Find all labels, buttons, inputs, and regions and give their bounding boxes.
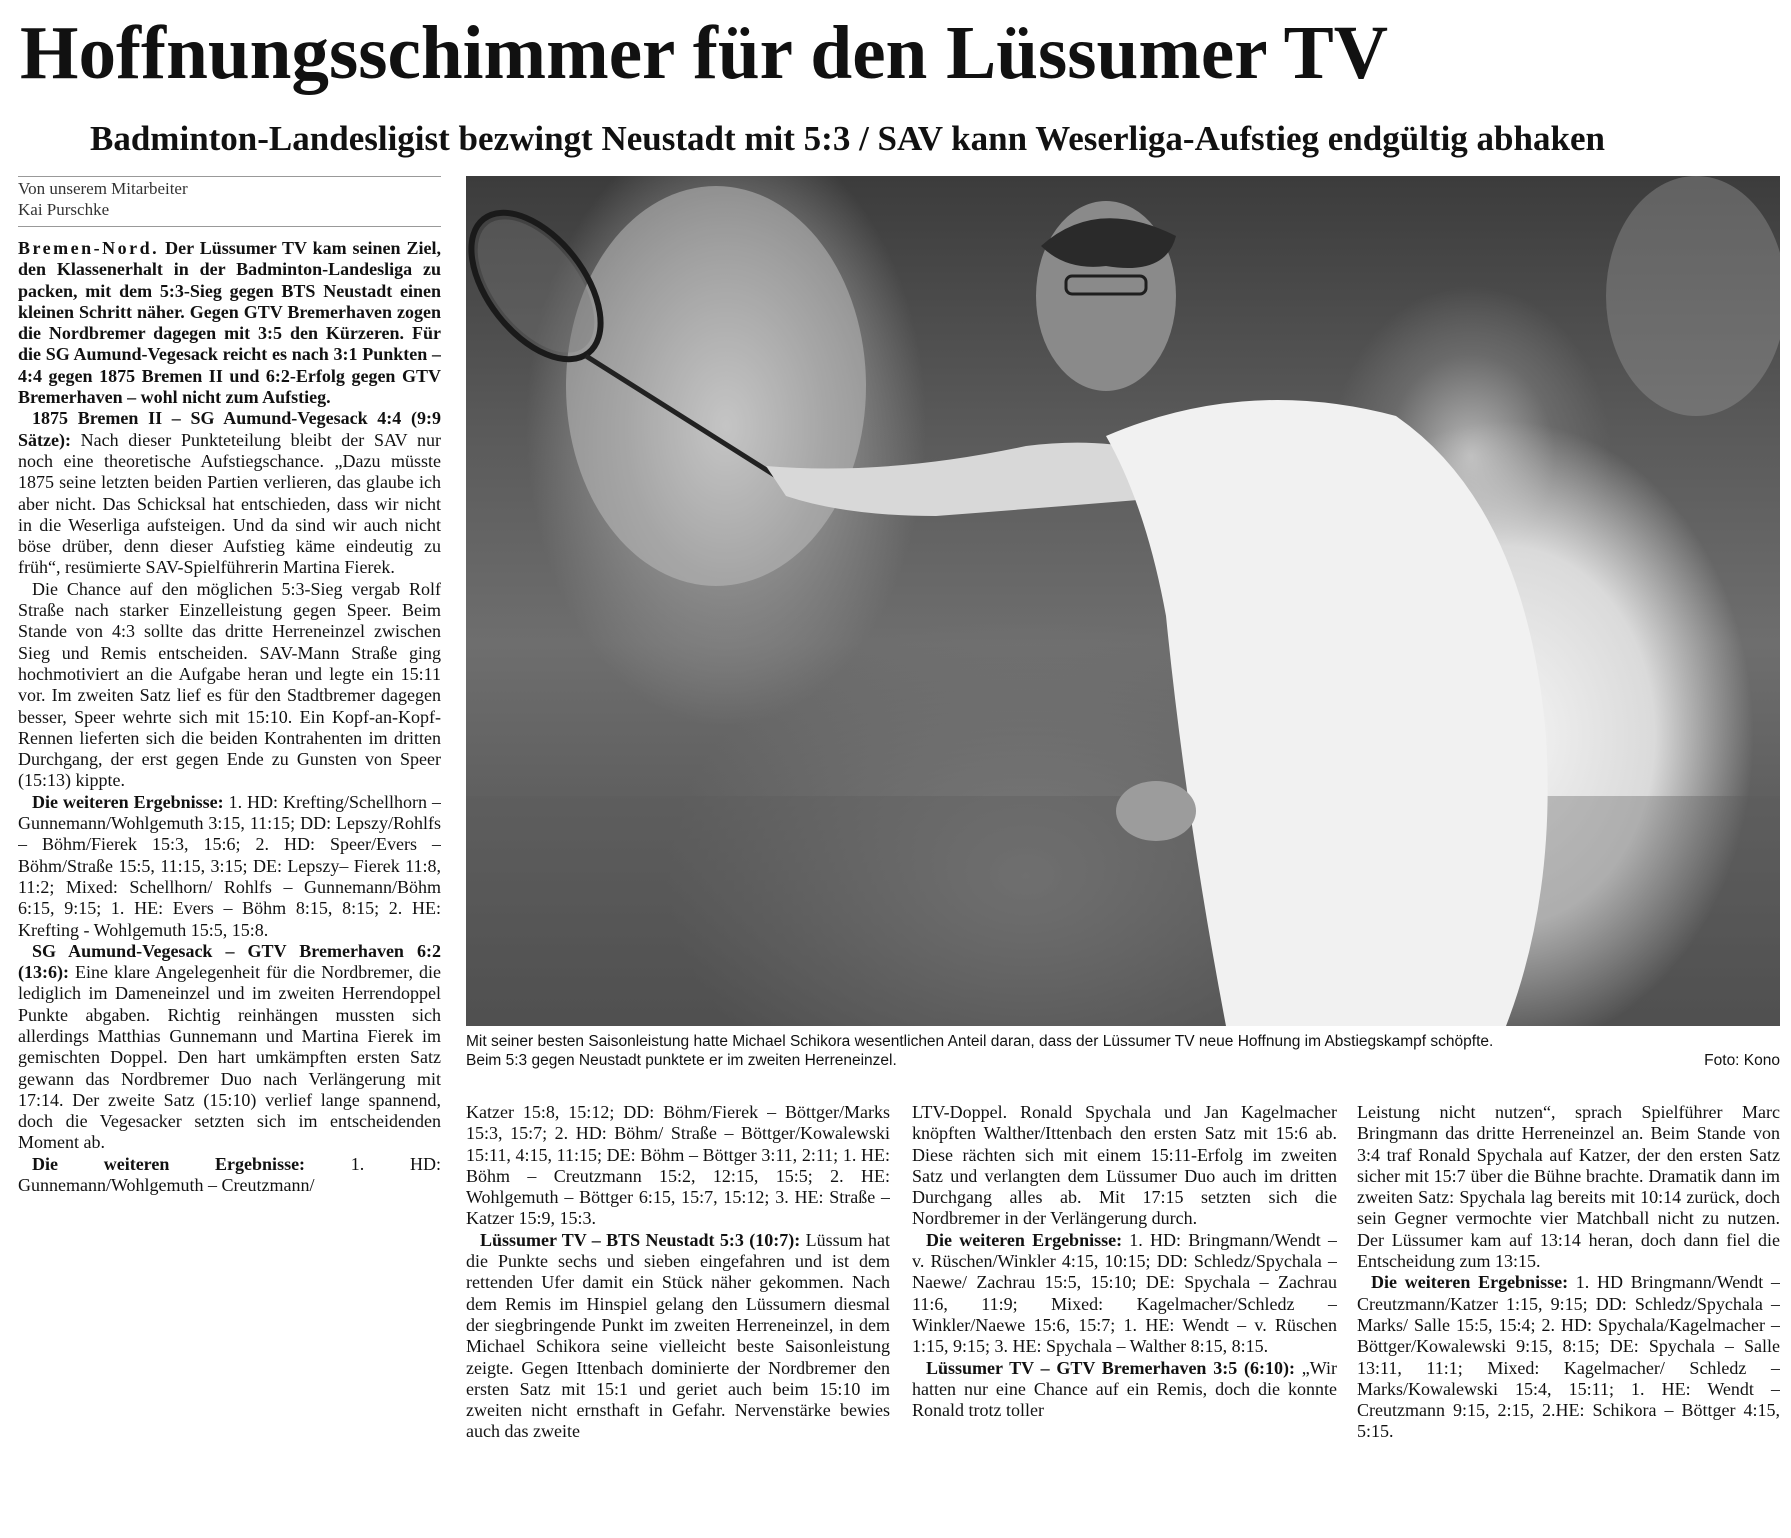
paragraph-text: 1. HD: Gunnemann/Wohlgemuth – Creutzmann/ <box>18 1153 441 1196</box>
byline-line-1: Von unserem Mitarbeiter <box>18 179 188 198</box>
section-head: SG Aumund-Vegesack – GTV Bremerhaven 6:2 (13:6): <box>18 940 441 983</box>
dateline: Bremen-Nord. <box>18 238 160 258</box>
paragraph <box>466 1230 890 1443</box>
paragraph <box>1357 1272 1780 1442</box>
caption-line-1: Mit seiner besten Saisonleistung hatte Michael Schikora wesentlichen Anteil daran, dass der Lüssumer TV neue Hoffnung im Abstiegskampf schöpfte. <box>466 1033 1494 1050</box>
column-1 <box>18 238 441 1538</box>
lead-paragraph <box>18 238 441 408</box>
paragraph: Katzer 15:8, 15:12; DD: Böhm/Fierek – Böttger/Marks 15:3, 15:7; 2. HD: Böhm/ Straße – Böttger/Kowalewski 15:11, 4:15, 11:15; DE: Böhm – Böttger 3:11, 2:11; 1. HE: Böhm – Creutzmann 15:2, 12:15, 15:5; 2. HE: Wohlgemuth – Böttger 6:15, 15:7, 15:12; 3. HE: Straße – Katzer 15:9, 15:3. <box>466 1102 890 1229</box>
article-headline: Hoffnungsschimmer für den Lüssumer TV <box>20 11 1389 95</box>
photo-illustration <box>466 176 1780 1026</box>
byline-top-rule <box>18 176 441 177</box>
paragraph-text: Eine klare Angelegenheit für die Nordbremer, die lediglich im Dameneinzel und im zweiten Herrendoppel Punkte abgaben. Richtig reinhängen mussten sich allerdings Matthias Gunnemann und Martina Fierek im gemischten Doppel. Den hart umkämpften ersten Satz gewann das Nordbremer Duo nach Verlängerung mit 17:14. Der zweite Satz (15:10) verlief lange spannend, doch die Vegesacker setzten sich im entscheidenden Moment ab. <box>18 962 441 1153</box>
section-head: Die weiteren Ergebnisse: <box>926 1229 1123 1250</box>
paragraph <box>18 408 441 578</box>
article-subheadline: Badminton-Landesligist bezwingt Neustadt mit 5:3 / SAV kann Weserliga-Aufstieg endgültig abhaken <box>90 119 1605 158</box>
paragraph <box>912 1358 1337 1422</box>
section-head: Die weiteren Ergebnisse: <box>32 791 224 812</box>
paragraph: LTV-Doppel. Ronald Spychala und Jan Kagelmacher knöpften Walther/Ittenbach den ersten Satz mit 15:6 ab. Diese rächten sich mit einem 15:11-Erfolg im zweiten Satz und verlangten dem Lüssumer Duo auch im dritten Durchgang alles ab. Mit 17:15 setzten sich die Nordbremer in der Verlängerung durch. <box>912 1102 1337 1229</box>
section-head: 1875 Bremen II – SG Aumund-Vegesack 4:4 (9:9 Sätze): <box>18 408 441 450</box>
lead-text: Der Lüssumer TV kam seinen Ziel, den Klassenerhalt in der Badminton-Landesliga zu packen, mit dem 5:3-Sieg gegen BTS Neustadt einen kleinen Schritt näher. Gegen GTV Bremerhaven zogen die Nordbremer dagegen mit 3:5 den Kürzeren. Für die SG Aumund-Vegesack reicht es nach 3:1 Punkten – 4:4 gegen 1875 Bremen II und 6:2-Erfolg gegen GTV Bremerhaven – wohl nicht zum Aufstieg. <box>18 238 441 408</box>
paragraph-text: 1. HD: Bringmann/Wendt – v. Rüschen/Winkler 4:15, 10:15; DD: Schledz/Spychala – Naewe/ Zachrau 15:5, 15:10; DE: Spychala – Zachrau 11:6, 11:9; Mixed: Kagelmacher/Schledz – Winkler/Naewe 15:6, 15:7; 1. HE: Wendt – v. Rüschen 1:15, 9:15; 3. HE: Spychala – Walther 8:15, 8:15. <box>912 1229 1337 1357</box>
byline-bottom-rule <box>18 226 441 227</box>
paragraph-text: Nach dieser Punkteteilung bleibt der SAV nur noch eine theoretische Aufstiegschance. „Dazu müsste 1875 seine letzten beiden Partien verlieren, das glaube ich aber nicht. Das Schicksal hat entschieden, dass wir nicht in die Weserliga aufsteigen. Und da sind wir auch nicht böse drüber, denn dieser Aufstieg käme eindeutig zu früh“, resümierte SAV-Spielführerin Martina Fierek. <box>18 429 441 578</box>
column-2 <box>466 1102 890 1538</box>
section-head: Lüssumer TV – GTV Bremerhaven 3:5 (6:10): <box>926 1357 1295 1378</box>
paragraph <box>912 1230 1337 1358</box>
photo-caption <box>466 1032 1780 1070</box>
paragraph-text: Lüssum hat die Punkte sechs und sieben eingefahren und ist dem rettenden Ufer damit ein Stück näher gekommen. Nach dem Remis im Hinspiel gelang den Lüssumern diesmal der siegbringende Punkt im zweiten Herreneinzel, in dem Michael Schikora seine vielleicht beste Saisonleistung zeigte. Gegen Ittenbach dominierte der Nordbremer den ersten Satz mit 15:1 und geriet auch beim 15:10 im zweiten nicht ernsthaft in Gefahr. Nervenstärke bewies auch das zweite <box>466 1229 890 1442</box>
paragraph-text: 1. HD: Krefting/Schellhorn – Gunnemann/Wohlgemuth 3:15, 11:15; DD: Lepszy/Rohlfs – Böhm/Fierek 15:3, 15:6; 2. HD: Speer/Evers – Böhm/Straße 15:5, 11:15, 3:15; DE: Lepszy– Fierek 11:8, 11:2; Mixed: Schellhorn/ Rohlfs – Gunnemann/Böhm 6:15, 9:15; 1. HE: Evers – Böhm 8:15, 8:15; 2. HE: Krefting - Wohlgemuth 15:5, 15:8. <box>18 791 441 940</box>
byline-line-2: Kai Purschke <box>18 200 110 219</box>
paragraph <box>18 1154 441 1197</box>
column-4 <box>1357 1102 1780 1538</box>
caption-line-2: Beim 5:3 gegen Neustadt punktete er im zweiten Herreneinzel. <box>466 1052 897 1069</box>
paragraph: Die Chance auf den möglichen 5:3-Sieg vergab Rolf Straße nach starker Einzelleistung gegen Speer. Beim Stande von 4:3 sollte das dritte Herreneinzel zwischen Sieg und Remis entscheiden. SAV-Mann Straße ging hochmotiviert an die Aufgabe heran und legte ein 15:11 vor. Im zweiten Satz lief es für den Stadtbremer dagegen besser, Speer wehrte sich mit 15:10. Ein Kopf-an-Kopf-Rennen lieferten sich die beiden Kontrahenten im dritten Durchgang, der erst gegen Ende zu Gunsten von Speer (15:13) kippte. <box>18 578 441 791</box>
paragraph: Leistung nicht nutzen“, sprach Spielführer Marc Bringmann das dritte Herreneinzel an. Beim Stande von 3:4 traf Ronald Spychala auf Katzer, der den ersten Satz sicher mit 15:7 über die Bühne brachte. Dramatik dann im zweiten Satz: Spychala lag bereits mit 10:14 zurück, doch sein Gegner vermochte vier Matchball nicht zu nutzen. Der Lüssumer kam auf 13:14 heran, doch dann fiel die Entscheidung zum 13:15. <box>1357 1102 1780 1272</box>
column-3 <box>912 1102 1337 1538</box>
article-photo <box>466 176 1780 1026</box>
paragraph <box>18 792 441 941</box>
section-head: Lüssumer TV – BTS Neustadt 5:3 (10:7): <box>480 1229 801 1250</box>
paragraph <box>18 941 441 1154</box>
section-head: Die weiteren Ergebnisse: <box>1371 1272 1569 1293</box>
photo-credit: Foto: Kono <box>1704 1052 1780 1069</box>
paragraph-text: „Wir hatten nur eine Chance auf ein Remis, doch die konnte Ronald trotz toller <box>912 1357 1337 1421</box>
paragraph-text: 1. HD Bringmann/Wendt – Creutzmann/Katzer 1:15, 9:15; DD: Schledz/Spychala – Marks/ Salle 15:5, 15:4; 2. HD: Spychala/Kagelmacher – Böttger/Kowalewski 9:15, 8:15; DE: Spychala – Salle 13:11, 11:1; Mixed: Kagelmacher/ Schledz – Marks/Kowalewski 15:4, 15:11; 1. HE: Wendt – Creutzmann 9:15, 2:15, 2.HE: Schikora – Böttger 4:15, 5:15. <box>1357 1272 1780 1442</box>
byline <box>18 178 441 220</box>
section-head: Die weiteren Ergebnisse: <box>32 1153 306 1174</box>
